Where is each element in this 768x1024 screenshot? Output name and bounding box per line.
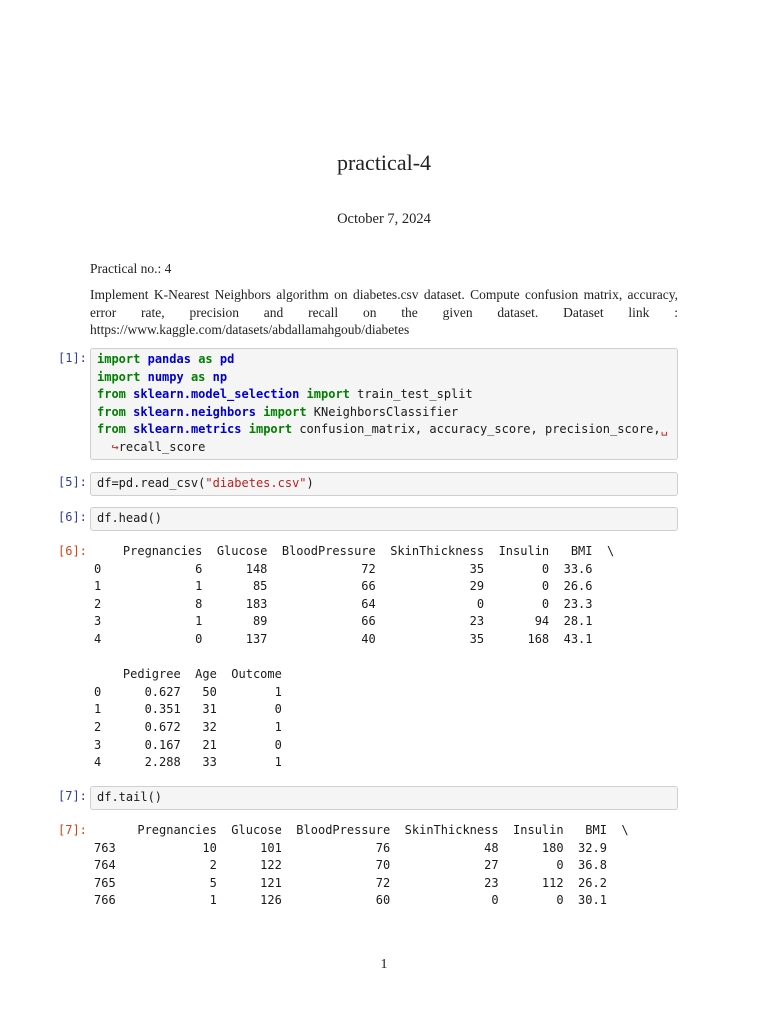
code-token: sklearn.metrics <box>133 422 242 437</box>
code-token: sklearn.neighbors <box>133 404 256 419</box>
code-line <box>97 351 671 369</box>
code-line <box>97 510 671 528</box>
code-token: sklearn.model_selection <box>133 387 300 402</box>
code-token <box>140 352 147 366</box>
code-token: import <box>263 404 307 419</box>
code-token: from <box>97 404 126 419</box>
code-line <box>97 386 671 404</box>
practical-description: Implement K-Nearest Neighbors algorithm on diabetes.csv dataset. Compute confusion matrix, accuracy, error rate, precision and recall on the given dataset. Dataset link : https://www.kaggle.com/datasets/abdallamahgoub/diabetes <box>90 287 678 337</box>
code-token: from <box>97 422 126 437</box>
document-date: October 7, 2024 <box>337 211 431 227</box>
cell-7-out-prompt: [7]: <box>58 823 87 837</box>
cell-1-code[interactable] <box>90 348 678 460</box>
code-token: recall_score <box>118 439 206 454</box>
code-token: import <box>97 369 141 384</box>
cell-6-in-prompt: [6]: <box>58 510 87 524</box>
code-token: df=pd.read_csv( <box>97 476 206 490</box>
code-token <box>140 370 147 384</box>
code-line <box>97 475 671 493</box>
cell-1-in-prompt: [1]: <box>58 351 87 365</box>
page-number: 1 <box>380 957 388 972</box>
code-token: np <box>212 369 228 384</box>
code-token <box>299 387 306 401</box>
cell-7-code[interactable] <box>90 786 678 810</box>
code-token: KNeighborsClassifier <box>306 404 459 419</box>
document-title: practical-4 <box>336 150 432 175</box>
cell-5-in-prompt: [5]: <box>58 475 87 489</box>
code-line <box>97 369 671 387</box>
code-token: ) <box>306 476 314 490</box>
code-token: ␣ <box>660 422 668 437</box>
code-token: confusion_matrix, accuracy_score, precision_score, <box>292 422 661 437</box>
cell-6-out-prompt: [6]: <box>58 544 87 558</box>
code-token <box>205 370 212 384</box>
code-token: pandas <box>147 352 191 366</box>
cell-6-output: Pregnancies Glucose BloodPressure SkinThickness Insulin BMI \ 0 6 148 72 35 0 33.6 1 1 85 66 29 0 26.6 2 8 183 64 0 0 23.3 3 1 89 66 23 94 28.1 4 0 137 40 35 168 43.1 Pedigree Age Outcome 0 0.627 50 1 1 0.351 31 0 2 0.672 32 1 3 0.167 21 0 4 2.288 33 1 <box>94 544 615 770</box>
practical-number: Practical no.: 4 <box>90 261 172 276</box>
code-line <box>97 439 671 457</box>
code-token: from <box>97 387 126 402</box>
code-line <box>97 789 671 807</box>
code-token: import <box>306 387 350 402</box>
code-token: import <box>97 352 141 366</box>
code-token <box>184 370 191 384</box>
cell-7-in-prompt: [7]: <box>58 789 87 803</box>
code-line <box>97 404 671 422</box>
code-token: as <box>190 369 206 384</box>
code-token <box>213 352 220 366</box>
code-token: df.tail() <box>97 790 163 804</box>
code-token: import <box>248 422 293 437</box>
code-token: df.head() <box>97 511 163 525</box>
code-token: numpy <box>147 369 184 384</box>
code-token <box>242 422 249 436</box>
code-token: pd <box>219 352 235 366</box>
cell-6-code[interactable] <box>90 507 678 531</box>
code-token: as <box>198 352 213 366</box>
code-line <box>97 421 671 439</box>
code-token: "diabetes.csv" <box>205 476 307 490</box>
cell-5-code[interactable] <box>90 472 678 496</box>
cell-7-output: Pregnancies Glucose BloodPressure SkinThickness Insulin BMI \ 763 10 101 76 48 180 32.9 764 2 122 70 27 0 36.8 765 5 121 72 23 112 26.2 766 1 126 60 0 0 30.1 <box>94 823 629 908</box>
code-token: ↪ <box>97 439 119 454</box>
code-token: train_test_split <box>349 387 473 402</box>
